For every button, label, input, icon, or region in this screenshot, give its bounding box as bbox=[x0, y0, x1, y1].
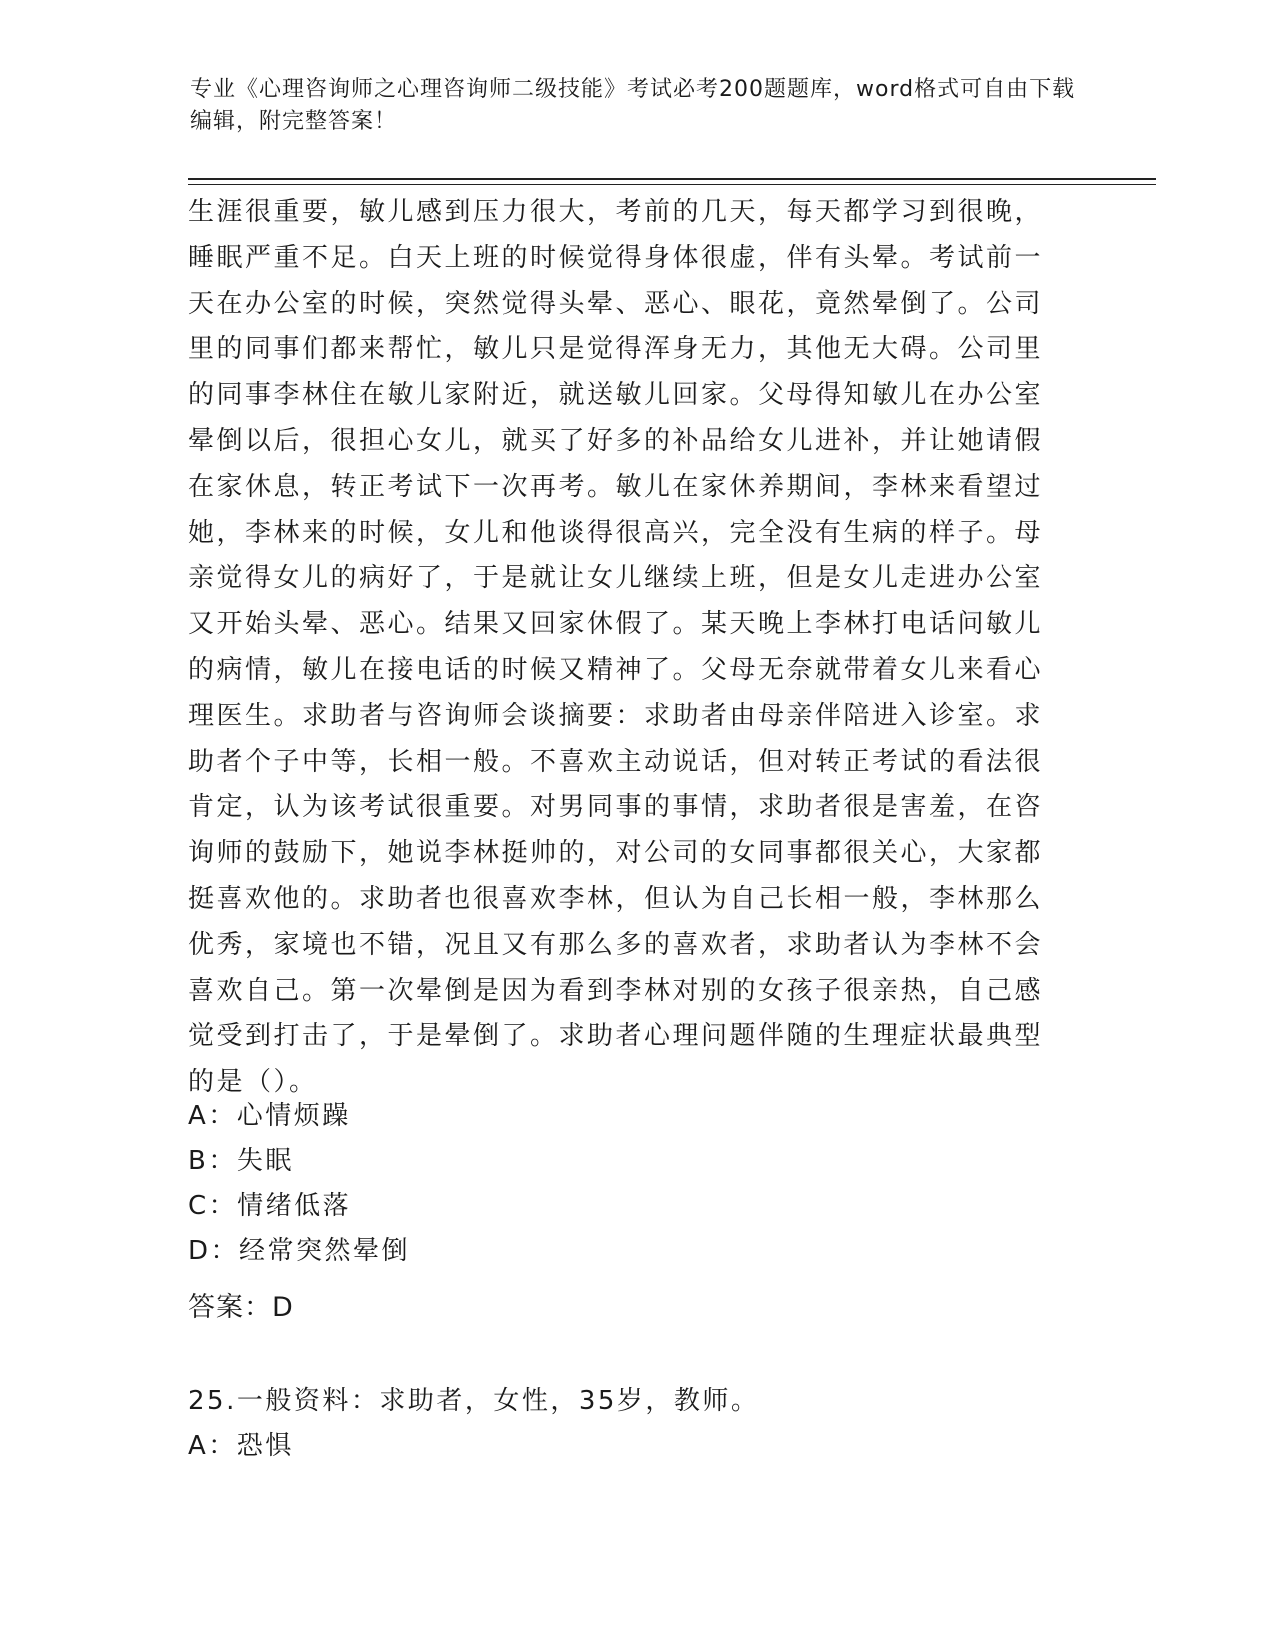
passage-line: 生涯很重要，敏儿感到压力很大，考前的几天，每天都学习到很晚， bbox=[188, 197, 1044, 227]
question-25-stem: 25.一般资料：求助者，女性，35岁，教师。 bbox=[188, 1386, 760, 1416]
passage-line: 睡眠严重不足。白天上班的时候觉得身体很虚，伴有头晕。考试前一 bbox=[188, 242, 1044, 273]
passage-line: 天在办公室的时候，突然觉得头晕、恶心、眼花，竟然晕倒了。公司 bbox=[188, 288, 1044, 319]
passage-line: 她，李林来的时候，女儿和他谈得很高兴，完全没有生病的样子。母 bbox=[188, 517, 1044, 548]
option-c: C：情绪低落 bbox=[188, 1191, 352, 1221]
answer-label: 答案：D bbox=[188, 1292, 294, 1323]
header-title: 专业《心理咨询师之心理咨询师二级技能》考试必考200题题库，word格式可自由下载编辑，附完整答案！ bbox=[190, 77, 1076, 134]
passage-line: 助者个子中等，长相一般。不喜欢主动说话，但对转正考试的看法很 bbox=[188, 746, 1044, 777]
header-divider-thin bbox=[188, 184, 1156, 185]
page-header bbox=[190, 74, 1080, 138]
passage-line: 晕倒以后，很担心女儿，就买了好多的补品给女儿进补，并让她请假 bbox=[188, 425, 1044, 456]
passage-line: 在家休息，转正考试下一次再考。敏儿在家休养期间，李林来看望过 bbox=[188, 471, 1044, 502]
option-b: B：失眠 bbox=[188, 1146, 294, 1176]
passage-line: 理医生。求助者与咨询师会谈摘要：求助者由母亲伴陪进入诊室。求 bbox=[188, 700, 1044, 731]
question-25-option-a: A：恐惧 bbox=[188, 1431, 294, 1461]
question-passage bbox=[188, 190, 1068, 1106]
passage-line: 询师的鼓励下，她说李林挺帅的，对公司的女同事都很关心，大家都 bbox=[188, 838, 1044, 869]
passage-line: 的是（）。 bbox=[188, 1067, 318, 1098]
passage-line: 优秀，家境也不错，况且又有那么多的喜欢者，求助者认为李林不会 bbox=[188, 929, 1044, 960]
passage-line: 的病情，敏儿在接电话的时候又精神了。父母无奈就带着女儿来看心 bbox=[188, 654, 1044, 685]
option-d: D：经常突然晕倒 bbox=[188, 1236, 411, 1266]
passage-line: 挺喜欢他的。求助者也很喜欢李林，但认为自己长相一般，李林那么 bbox=[188, 883, 1044, 914]
passage-line: 亲觉得女儿的病好了，于是就让女儿继续上班，但是女儿走进办公室 bbox=[188, 563, 1044, 594]
passage-line: 又开始头晕、恶心。结果又回家休假了。某天晚上李林打电话问敏儿 bbox=[188, 609, 1044, 640]
passage-line: 觉受到打击了，于是晕倒了。求助者心理问题伴随的生理症状最典型 bbox=[188, 1021, 1044, 1052]
passage-line: 的同事李林住在敏儿家附近，就送敏儿回家。父母得知敏儿在办公室 bbox=[188, 380, 1044, 411]
passage-line: 里的同事们都来帮忙，敏儿只是觉得浑身无力，其他无大碍。公司里 bbox=[188, 334, 1044, 365]
passage-line: 肯定，认为该考试很重要。对男同事的事情，求助者很是害羞，在咨 bbox=[188, 792, 1044, 823]
passage-line: 喜欢自己。第一次晕倒是因为看到李林对别的女孩子很亲热，自己感 bbox=[188, 975, 1044, 1006]
option-a: A：心情烦躁 bbox=[188, 1101, 351, 1131]
header-divider-thick bbox=[188, 178, 1156, 180]
